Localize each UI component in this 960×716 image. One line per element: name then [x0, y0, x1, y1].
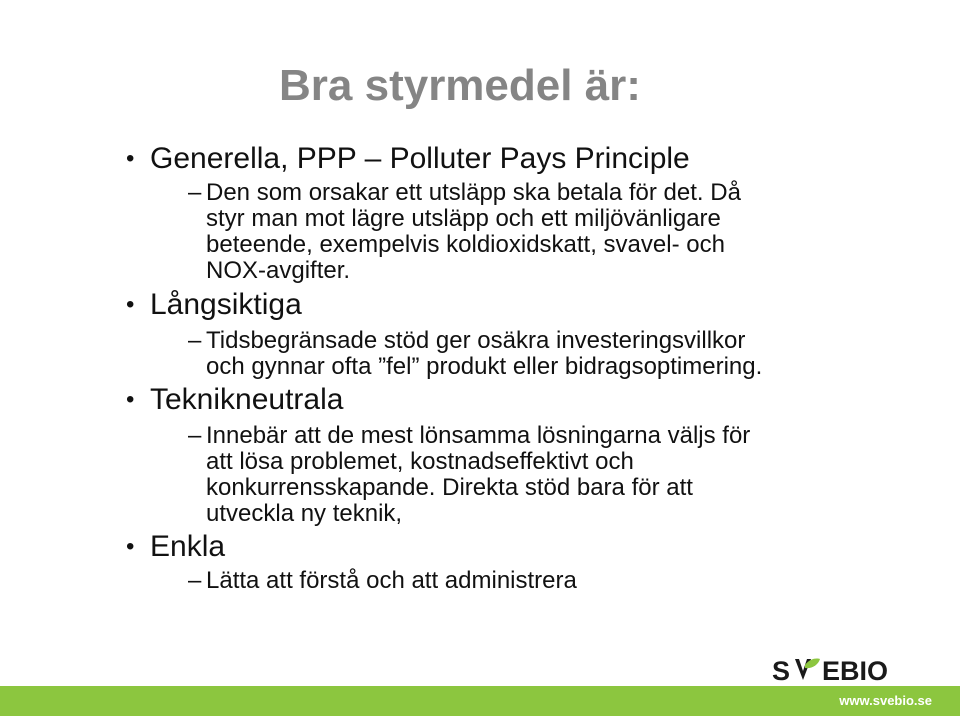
footer-url: www.svebio.se — [839, 693, 932, 708]
bullet-icon: • — [126, 145, 135, 172]
sub-item-line: beteende, exempelvis koldioxidskatt, svavel- och — [206, 231, 725, 258]
bullet-heading: Generella, PPP – Polluter Pays Principle — [150, 142, 690, 175]
svebio-logo-text: S — [772, 656, 791, 682]
dash-icon: – — [188, 179, 202, 206]
sub-item-line: styr man mot lägre utsläpp och ett miljövänligare — [206, 205, 721, 232]
bullet-item-teknikneutrala — [126, 382, 344, 418]
svebio-logo — [772, 656, 934, 682]
slide-title: Bra styrmedel är: — [279, 61, 641, 110]
dash-icon: – — [188, 327, 202, 354]
bullet-heading: Långsiktiga — [150, 288, 302, 321]
sub-item-line: Innebär att de mest lönsamma lösningarna väljs för — [206, 422, 751, 449]
bullet-heading: Enkla — [150, 530, 226, 563]
dash-icon: – — [188, 567, 202, 594]
bullet-heading: Teknikneutrala — [150, 383, 344, 416]
sub-item-teknikneutrala — [188, 422, 751, 527]
sub-item-line: Den som orsakar ett utsläpp ska betala för det. Då — [206, 179, 741, 206]
bullet-item-langsiktiga — [126, 287, 302, 323]
footer-bar — [0, 686, 960, 716]
bullet-icon: • — [126, 386, 135, 413]
sub-item-enkla — [188, 567, 577, 594]
sub-item-line: och gynnar ofta ”fel” produkt eller bidragsoptimering. — [206, 353, 763, 380]
bullet-icon: • — [126, 533, 135, 560]
sub-item-line: utveckla ny teknik, — [206, 500, 403, 527]
dash-icon: – — [188, 422, 202, 449]
sub-item-line: Tidsbegränsade stöd ger osäkra investeringsvillkor — [206, 327, 746, 354]
svg-text:EBIO: EBIO — [822, 656, 889, 682]
sub-item-line: NOX-avgifter. — [206, 257, 351, 284]
bullet-item-generella — [126, 141, 690, 177]
sub-item-generella — [188, 179, 741, 284]
sub-item-line: Lätta att förstå och att administrera — [206, 567, 577, 594]
bullet-icon: • — [126, 291, 135, 318]
sub-item-line: att lösa problemet, kostnadseffektivt och — [206, 448, 634, 475]
sub-item-line: konkurrensskapande. Direkta stöd bara för att — [206, 474, 693, 501]
bullet-item-enkla — [126, 529, 226, 565]
sub-item-langsiktiga — [188, 327, 763, 380]
